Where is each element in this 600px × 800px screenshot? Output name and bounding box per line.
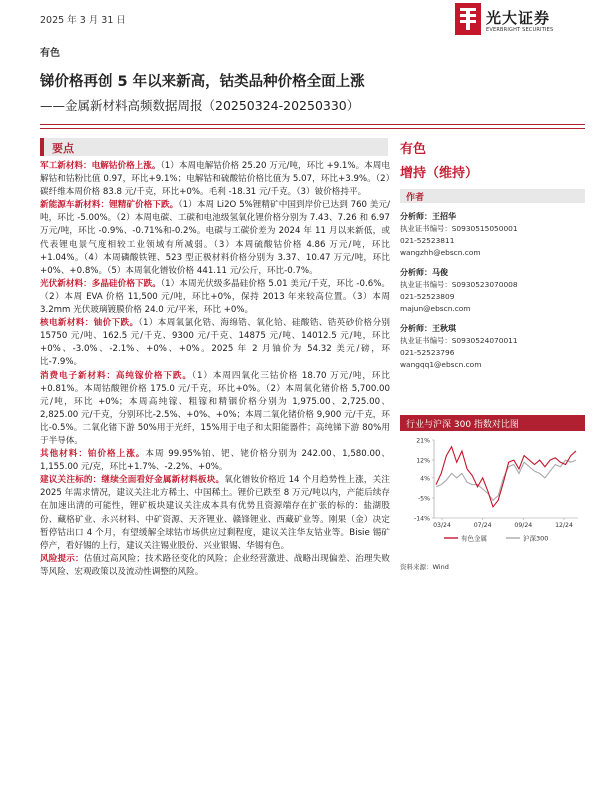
y-tick-label: -5% <box>417 495 430 503</box>
paragraph-heading: 风险提示： <box>40 553 84 564</box>
keypoints-header <box>40 138 388 156</box>
paragraph-heading: 消费电子新材料：高纯镓价格下跌。 <box>40 370 192 381</box>
analyst-name: 分析师：马俊 <box>400 268 448 277</box>
y-tick-label: 12% <box>416 457 430 465</box>
paragraph-heading: 军工新材料：电解钴价格上涨。 <box>40 161 161 171</box>
y-tick-label: -14% <box>414 515 430 523</box>
analyst-email: wangzhh@ebscn.com <box>400 248 481 257</box>
legend-label: 沪深300 <box>523 534 549 543</box>
authors-header <box>400 189 585 203</box>
rating-value: 增持（维持） <box>400 166 479 181</box>
paragraph-text: （1）本周 Li2O 5%锂精矿中国到岸价已达到 760 美元/吨，环比 -5.00%。（2）本周电碳、工碳和电池级氢氧化锂价格分别为 7.43、7.26 和 6.97 万元/吨，环比 -0.9%、-0.71%和-0.2%。电碳与工碳价差为 2024 年 11 月以来新低，或代表锂电景气度相较工业领域有所减弱。（3）本周硫酸钴价格 4.86 万元/吨，环比+1.04%。（4）本周磷酸铁锂、523 型正极材料价格分别为 3.37、10.47 万元/吨，环比+0%、+0.8%。（5）本周氧化镨钕价格 441.11 元/公斤，环比-0.7%。 <box>40 200 390 276</box>
analyst-license: 执业证书编号：S0930515050001 <box>400 224 518 233</box>
report-title: 锑价格再创 5 年以来新高，钴类品种价格全面上涨 <box>40 74 365 90</box>
analyst-phone: 021-52523796 <box>400 348 455 357</box>
analyst-name: 分析师：王招华 <box>400 212 456 221</box>
analyst-license: 执业证书编号：S0930523070008 <box>400 280 518 289</box>
legend-label: 有色金属 <box>461 534 487 543</box>
analyst-card <box>400 323 585 371</box>
analyst-card <box>400 211 585 259</box>
paragraph-nuclear <box>40 317 390 369</box>
paragraph-consumer-electronics <box>40 370 390 449</box>
analyst-email: majun@ebscn.com <box>400 304 471 313</box>
chart-title: 行业与沪深 300 指数对比图 <box>406 420 519 430</box>
paragraph-text: 估值过高风险；技术路径变化的风险；企业经营激进、战略出现偏差、治理失败等风险、宏观政策以及流动性调整的风险。 <box>40 553 390 577</box>
paragraph-heading: 建议关注标的：继续全面看好金属新材料板块。 <box>40 475 225 486</box>
sector-label: 有色 <box>40 48 60 59</box>
logo-mark-icon <box>455 3 481 35</box>
series-line-0 <box>436 447 576 507</box>
analyst-email: wangqq1@ebscn.com <box>400 360 482 369</box>
paragraph-photovoltaic <box>40 278 390 317</box>
paragraph-text: 氧化镨钕价格近 14 个月趋势性上涨，关注 2025 年需求情况，建议关注北方稀土、中国稀土。锂价已跌至 8 万元/吨以内，产能后续存在加速出清的可能性，锂矿板块建议关注成本具有优势且资源端存在扩张的标的：盐湖股份、藏格矿业、永兴材料、中矿资源、天齐锂业、赣锋锂业、西藏矿业等。刚果（金）决定暂停钴出口 4 个月，有望缓解全球钴市场供应过剩程度，建议关注华友钴业等。Bisie 锡矿停产，看好锡的上行，建议关注锡业股份、兴业银锡、华锡有色。 <box>40 475 390 551</box>
paragraph-heading: 其他材料：铂价格上涨。 <box>40 449 146 460</box>
analyst-phone: 021-52523809 <box>400 292 455 301</box>
chart-source: 资料来源：Wind <box>400 563 449 571</box>
logo-text-cn: 光大证券 <box>486 9 551 27</box>
keypoints-accent <box>40 138 44 156</box>
analyst-card <box>400 267 585 315</box>
report-date: 2025 年 3 月 31 日 <box>40 15 126 26</box>
rating-sector: 有色 <box>400 142 427 157</box>
x-tick-label: 07/24 <box>473 522 492 529</box>
logo-text-en: EVERBRIGHT SECURITIES <box>486 27 554 33</box>
chart-title-bar <box>400 415 585 431</box>
paragraph-heading: 光伏新材料：多晶硅价格下跌。 <box>40 278 161 289</box>
header-divider-thin <box>40 128 585 129</box>
x-tick-label: 03/24 <box>433 522 451 529</box>
authors-label: 作者 <box>406 193 425 203</box>
paragraph-text: （1）本周电解钴价格 25.20 万元/吨，环比 +9.1%。本周电解钴和钴粉比值 0.97，环比+9.1%；电解钴和硫酸钴价格比值为 5.07，环比+3.9%。（2）碳纤维本周价格 83.8 元/千克，环比+0%。毛利 -18.31 元/千克。（3）铍价格持平。 <box>40 161 390 198</box>
paragraph-new-energy <box>40 199 390 278</box>
analyst-license: 执业证书编号：S0930524070011 <box>400 336 518 345</box>
keypoints-label: 要点 <box>52 142 74 155</box>
header-divider <box>40 124 585 125</box>
analyst-phone: 021-52523811 <box>400 236 455 245</box>
series-line-1 <box>436 460 576 500</box>
report-subtitle: ——金属新材料高频数据周报（20250324-20250330） <box>40 98 360 113</box>
keypoints-body <box>40 160 390 579</box>
paragraph-text: （1）本周四氧化三钴价格 18.70 万元/吨，环比+0.81%。本周钴酸锂价格 175.0 元/千克，环比+0%。（2）本周氧化锗价格 5,700.00 元/吨，环比 +0%；本周高纯镓、粗镓和精铟价格分别为 1,975.00、2,725.00、2,825.00 元/千克，分别环比-2.5%、+0%、+0%；本周二氧化锗价格 9,900 元/千克，环比-0.5%。二氧化锗下游 50%用于光纤，15%用于电子和太阳能器件；高纯锑下游 80%用于半导体。 <box>40 370 390 446</box>
index-comparison-chart <box>400 434 585 554</box>
paragraph-text: （1）本周氧氯化锆、海绵锆、氧化铪、硅酸锆、锆英砂价格分别 15750 元/吨、162.5 元/千克、9300 元/千克、14875 元/吨、14012.5 元/吨，环比+0%、-3.0%、-2.1%、+0%、+0%。2025 年 2 月铀价为 54.32 美元/磅，环比-7.9%。 <box>40 318 390 368</box>
y-tick-label: 21% <box>416 437 430 445</box>
x-tick-label: 09/24 <box>514 522 533 529</box>
paragraph-heading: 核电新材料：铀价下跌。 <box>40 318 139 329</box>
company-logo <box>455 3 575 41</box>
paragraph-risks <box>40 553 390 579</box>
paragraph-text: （1）本周光伏级多晶硅价格 5.01 美元/千克，环比 -0.6%。（2）本周 EVA 价格 11,500 元/吨，环比+0%，保持 2013 年来较高位置。（3）本周 3.2mm 光伏玻璃镀膜价格 24.0 元/平米，环比 +0%。 <box>40 278 390 316</box>
x-tick-label: 12/24 <box>555 522 573 529</box>
paragraph-text: 本周 99.95%铂、钯、铑价格分别为 242.00、1,580.00、1,155.00 元/克，环比+1.7%、-2.2%、+0%。 <box>40 449 390 473</box>
paragraph-other-materials <box>40 448 390 474</box>
paragraph-military <box>40 160 390 199</box>
paragraph-recommendations <box>40 474 390 553</box>
y-tick-label: 4% <box>420 475 430 483</box>
paragraph-heading: 新能源车新材料：锂精矿价格下跌。 <box>40 200 179 211</box>
sidebar <box>400 138 585 371</box>
analyst-name: 分析师：王秋琪 <box>400 324 456 333</box>
